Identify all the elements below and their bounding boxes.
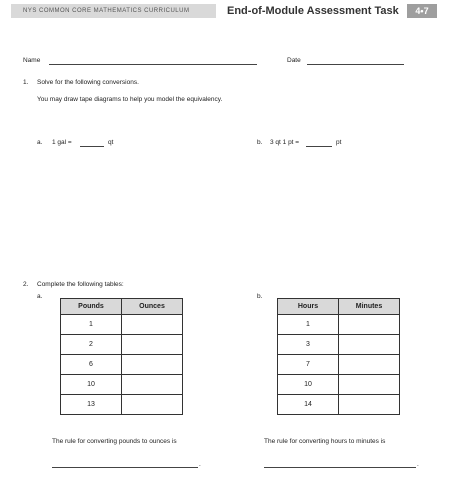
- curriculum-label: NYS COMMON CORE MATHEMATICS CURRICULUM: [11, 4, 216, 18]
- date-label: Date: [287, 57, 301, 64]
- q1b-answer-line[interactable]: [306, 146, 332, 147]
- q2b-label: b.: [257, 293, 263, 300]
- page-header: [11, 4, 429, 18]
- q1-prompt: Solve for the following conversions.: [37, 79, 139, 86]
- q1-number: 1.: [23, 79, 29, 86]
- table-row: [61, 395, 183, 415]
- rule-a-text: The rule for converting pounds to ounces is: [52, 438, 177, 445]
- q1a-text-left: 1 gal =: [52, 139, 72, 146]
- table-a-ounces-cell[interactable]: [122, 395, 183, 415]
- table-row: [278, 395, 400, 415]
- table-row: [61, 315, 183, 335]
- table-a-pounds-cell: 10: [61, 375, 122, 395]
- table-row: [61, 375, 183, 395]
- date-line[interactable]: [307, 64, 404, 65]
- rule-b-period: .: [417, 461, 419, 468]
- table-a-ounces-cell[interactable]: [122, 375, 183, 395]
- name-line[interactable]: [49, 64, 257, 65]
- table-row: [278, 355, 400, 375]
- table-b-minutes-cell[interactable]: [339, 335, 400, 355]
- table-b-header-hours: Hours: [278, 299, 339, 315]
- table-a-pounds-cell: 1: [61, 315, 122, 335]
- q1a-label: a.: [37, 139, 43, 146]
- rule-b-answer-line[interactable]: [264, 467, 416, 468]
- table-b-header-minutes: Minutes: [339, 299, 400, 315]
- q1b-text-right: pt: [336, 139, 342, 146]
- lesson-badge: 4•7: [407, 4, 437, 18]
- table-a-header-pounds: Pounds: [61, 299, 122, 315]
- rule-a-answer-line[interactable]: [52, 467, 198, 468]
- table-b-minutes-cell[interactable]: [339, 395, 400, 415]
- q2-prompt: Complete the following tables:: [37, 281, 124, 288]
- task-title: End-of-Module Assessment Task: [227, 5, 399, 17]
- table-a-pounds-cell: 13: [61, 395, 122, 415]
- table-row: [278, 375, 400, 395]
- table-b-hours-cell: 10: [278, 375, 339, 395]
- table-b-hours-cell: 14: [278, 395, 339, 415]
- table-b-hours-cell: 1: [278, 315, 339, 335]
- table-a-ounces-cell[interactable]: [122, 315, 183, 335]
- table-row: [278, 335, 400, 355]
- table-a-pounds-cell: 2: [61, 335, 122, 355]
- table-a-header-ounces: Ounces: [122, 299, 183, 315]
- table-hours-minutes: [277, 298, 400, 415]
- table-b-minutes-cell[interactable]: [339, 355, 400, 375]
- table-row: [61, 355, 183, 375]
- q1b-label: b.: [257, 139, 263, 146]
- table-a-ounces-cell[interactable]: [122, 355, 183, 375]
- q2-number: 2.: [23, 281, 29, 288]
- name-label: Name: [23, 57, 41, 64]
- rule-b-text: The rule for converting hours to minutes is: [264, 438, 386, 445]
- table-b-hours-cell: 7: [278, 355, 339, 375]
- q1a-answer-line[interactable]: [80, 146, 104, 147]
- q1-subprompt: You may draw tape diagrams to help you model the equivalency.: [37, 96, 223, 103]
- table-b-hours-cell: 3: [278, 335, 339, 355]
- q1a-text-right: qt: [108, 139, 114, 146]
- q1b-text-left: 3 qt 1 pt =: [270, 139, 300, 146]
- table-row: [278, 315, 400, 335]
- table-b-minutes-cell[interactable]: [339, 315, 400, 335]
- rule-a-period: .: [199, 461, 201, 468]
- table-pounds-ounces: [60, 298, 183, 415]
- q2a-label: a.: [37, 293, 43, 300]
- table-a-pounds-cell: 6: [61, 355, 122, 375]
- table-b-minutes-cell[interactable]: [339, 375, 400, 395]
- table-row: [61, 335, 183, 355]
- table-a-ounces-cell[interactable]: [122, 335, 183, 355]
